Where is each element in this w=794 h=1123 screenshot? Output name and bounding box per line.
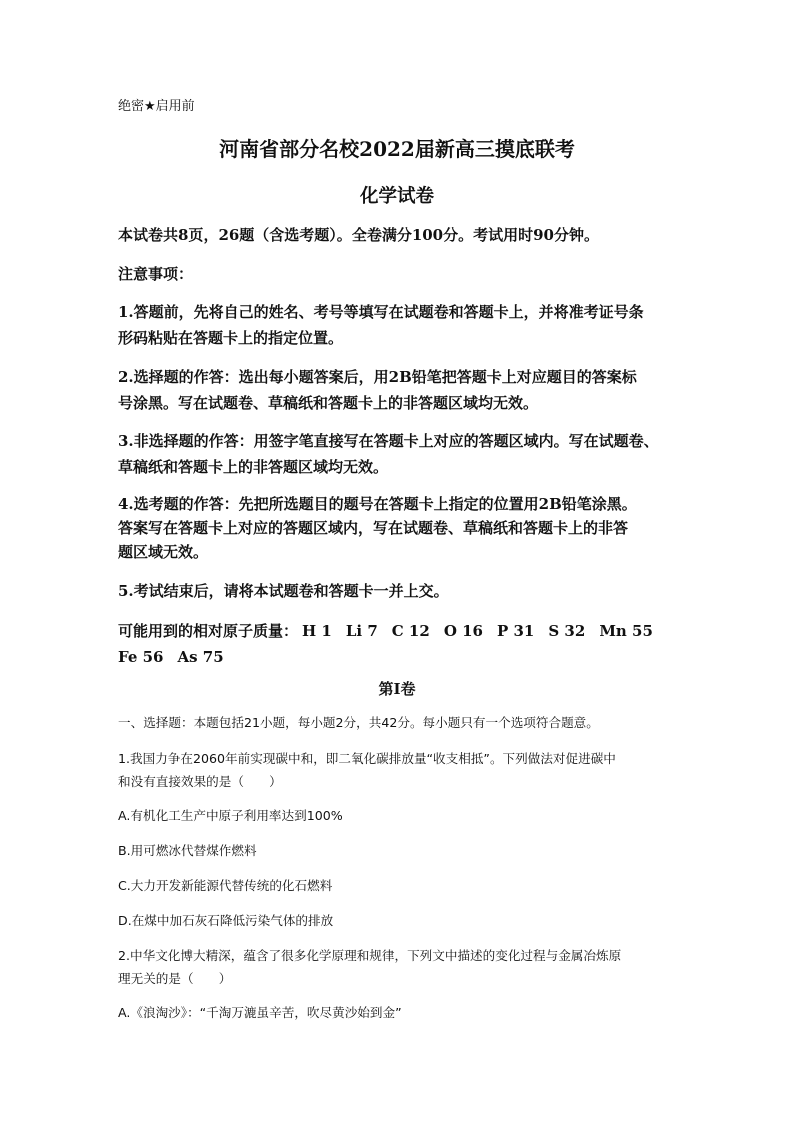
atomic-mass-entry: H 1 bbox=[302, 622, 332, 640]
exam-title: 河南省部分名校2022届新高三摸底联考 bbox=[219, 137, 575, 161]
notice-item-3-line-1: 3.非选择题的作答：用签字笔直接写在答题卡上对应的答题区域内。写在试题卷、 bbox=[118, 432, 659, 450]
notice-heading: 注意事项： bbox=[118, 265, 194, 283]
confidential-mark: 绝密★启用前 bbox=[118, 99, 195, 114]
atomic-mass-entry: Mn 55 bbox=[599, 622, 653, 640]
atomic-mass-entry: As 75 bbox=[177, 648, 224, 666]
notice-item-4-line-1: 4.选考题的作答：先把所选题目的题号在答题卡上指定的位置用2B铅笔涂黑。 bbox=[118, 495, 637, 513]
question-1-option-a: A.有机化工生产中原子利用率达到100% bbox=[118, 808, 343, 823]
atomic-mass-entry: Fe 56 bbox=[118, 648, 164, 666]
atomic-mass-entry: S 32 bbox=[548, 622, 586, 640]
notice-item-2-line-1: 2.选择题的作答：选出每小题答案后，用2B铅笔把答题卡上对应题目的答案标 bbox=[118, 368, 637, 386]
notice-item-4-line-3: 题区域无效。 bbox=[118, 543, 209, 561]
section-heading: 一、选择题：本题包括21小题，每小题2分，共42分。每小题只有一个选项符合题意。 bbox=[118, 715, 599, 730]
exam-subject: 化学试卷 bbox=[359, 186, 434, 207]
question-2-stem-line-2: 理无关的是（ ） bbox=[118, 971, 232, 986]
atomic-mass-label: 可能用到的相对原子质量： bbox=[118, 622, 299, 640]
atomic-mass-entry: C 12 bbox=[391, 622, 430, 640]
atomic-mass-entry: O 16 bbox=[443, 622, 483, 640]
notice-item-5: 5.考试结束后，请将本试题卷和答题卡一并上交。 bbox=[118, 582, 449, 600]
question-1-option-c: C.大力开发新能源代替传统的化石燃料 bbox=[118, 878, 333, 893]
exam-intro: 本试卷共8页，26题（含选考题）。全卷满分100分。考试用时90分钟。 bbox=[118, 226, 599, 244]
question-2-stem-line-1: 2.中华文化博大精深，蕴含了很多化学原理和规律，下列文中描述的变化过程与金属冶炼原 bbox=[118, 948, 622, 963]
notice-item-3-line-2: 草稿纸和答题卡上的非答题区域均无效。 bbox=[118, 458, 389, 476]
question-1-option-b: B.用可燃冰代替煤作燃料 bbox=[118, 843, 257, 858]
volume-heading: 第Ⅰ卷 bbox=[378, 680, 416, 698]
question-1-option-d: D.在煤中加石灰石降低污染气体的排放 bbox=[118, 913, 334, 928]
notice-item-2-line-2: 号涂黑。写在试题卷、草稿纸和答题卡上的非答题区域均无效。 bbox=[118, 394, 539, 412]
atomic-mass-entry: P 31 bbox=[496, 622, 535, 640]
notice-item-1-line-1: 1.答题前，先将自己的姓名、考号等填写在试题卷和答题卡上，并将准考证号条 bbox=[118, 303, 644, 321]
notice-item-1-line-2: 形码粘贴在答题卡上的指定位置。 bbox=[118, 329, 344, 347]
question-1-stem-line-2: 和没有直接效果的是（ ） bbox=[118, 774, 282, 789]
question-1-stem-line-1: 1.我国力争在2060年前实现碳中和，即二氧化碳排放量“收支相抵”。下列做法对促进碳中 bbox=[118, 751, 616, 766]
notice-item-4-line-2: 答案写在答题卡上对应的答题区域内，写在试题卷、草稿纸和答题卡上的非答 bbox=[118, 519, 629, 537]
atomic-mass-entry: Li 7 bbox=[345, 622, 378, 640]
atomic-mass-line bbox=[118, 618, 688, 670]
question-2-option-a: A.《浪淘沙》：“千淘万漉虽辛苦，吹尽黄沙始到金” bbox=[118, 1005, 402, 1020]
